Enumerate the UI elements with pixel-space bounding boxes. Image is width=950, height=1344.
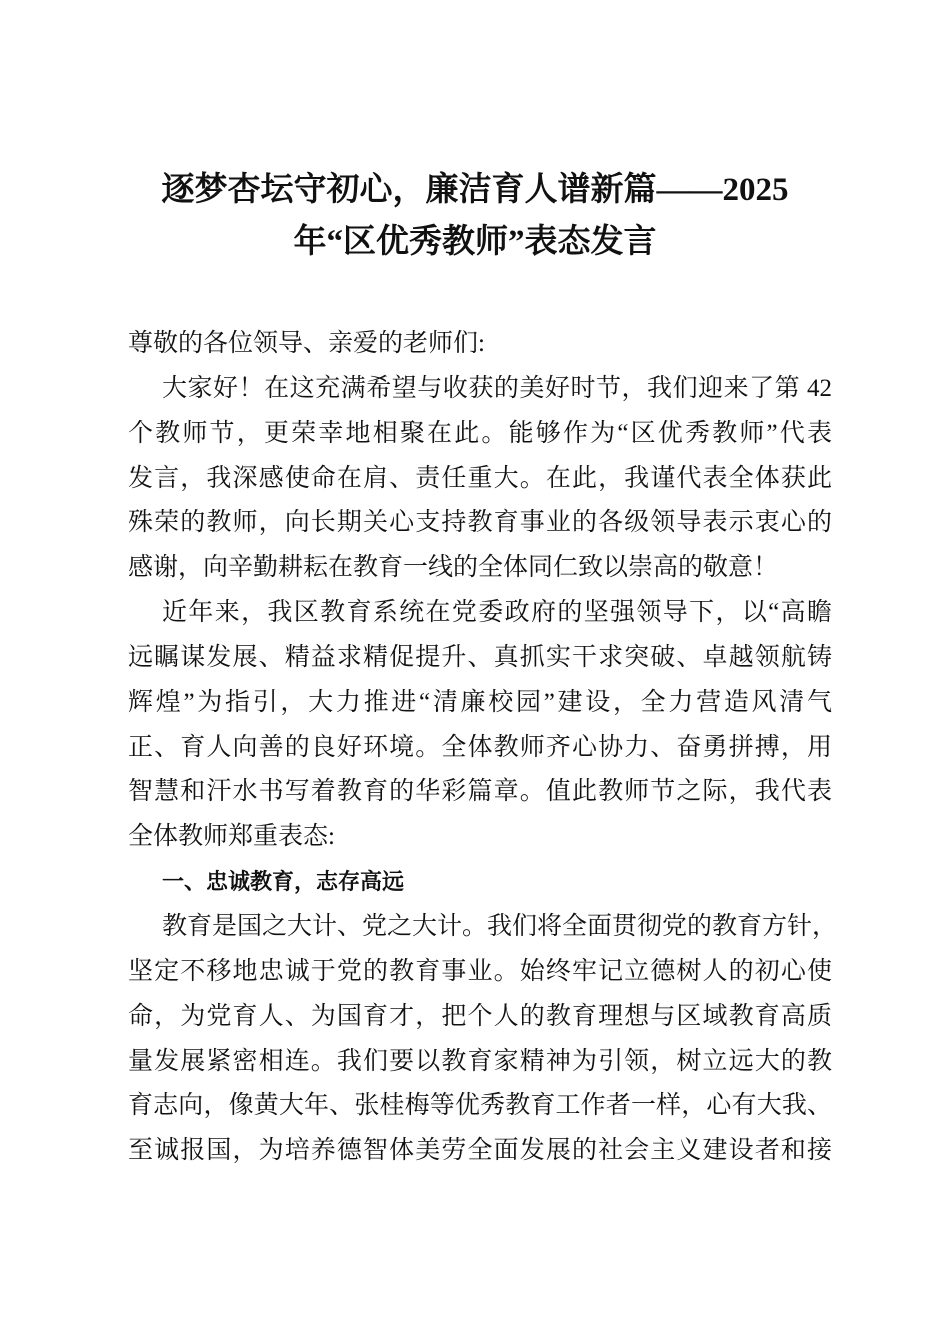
text-line: 教育是国之大计、党之大计。我们将全面贯彻党的教育方针， xyxy=(162,912,838,940)
title-line-1: 逐梦杏坛守初心，廉洁育人谱新篇——2025 xyxy=(161,172,789,208)
document-title xyxy=(0,164,950,268)
text-line: 智慧和汗水书写着教育的华彩篇章。值此教师节之际，我代表 xyxy=(128,778,832,806)
text-line: 远瞩谋发展、精益求精促提升、真抓实干求突破、卓越领航铸 xyxy=(128,643,832,671)
text-line: 殊荣的教师，向长期关心支持教育事业的各级领导表示衷心的 xyxy=(128,509,832,537)
text-line: 近年来，我区教育系统在党委政府的坚强领导下，以“高瞻 xyxy=(162,599,832,627)
text-line: 辉煌”为指引，大力推进“清廉校园”建设，全力营造风清气 xyxy=(128,688,832,716)
document-body xyxy=(128,322,838,1174)
text-line: 坚定不移地忠诚于党的教育事业。始终牢记立德树人的初心使 xyxy=(128,957,832,985)
text-line: 量发展紧密相连。我们要以教育家精神为引领，树立远大的教 xyxy=(128,1047,832,1075)
text-line: 命，为党育人、为国育才，把个人的教育理想与区域教育高质 xyxy=(128,1002,832,1030)
text-line: 感谢，向辛勤耕耘在教育一线的全体同仁致以崇高的敬意！ xyxy=(128,554,779,582)
text-line: 个教师节，更荣幸地相聚在此。能够作为“区优秀教师”代表 xyxy=(128,419,832,447)
text-line: 至诚报国，为培养德智体美劳全面发展的社会主义建设者和接 xyxy=(128,1137,832,1165)
text-line: 育志向，像黄大年、张桂梅等优秀教育工作者一样，心有大我、 xyxy=(128,1092,832,1120)
text-line: 大家好！在这充满希望与收获的美好时节，我们迎来了第 42 xyxy=(162,374,832,402)
section-heading: 一、忠诚教育，志存高远 xyxy=(162,869,405,895)
text-line: 正、育人向善的良好环境。全体教师齐心协力、奋勇拼搏，用 xyxy=(128,733,832,761)
title-line-2: 年“区优秀教师”表态发言 xyxy=(293,224,657,260)
text-line: 发言，我深感使命在肩、责任重大。在此，我谨代表全体获此 xyxy=(128,464,832,492)
text-line: 全体教师郑重表态: xyxy=(128,823,335,851)
text-line: 尊敬的各位领导、亲爱的老师们: xyxy=(128,330,485,357)
